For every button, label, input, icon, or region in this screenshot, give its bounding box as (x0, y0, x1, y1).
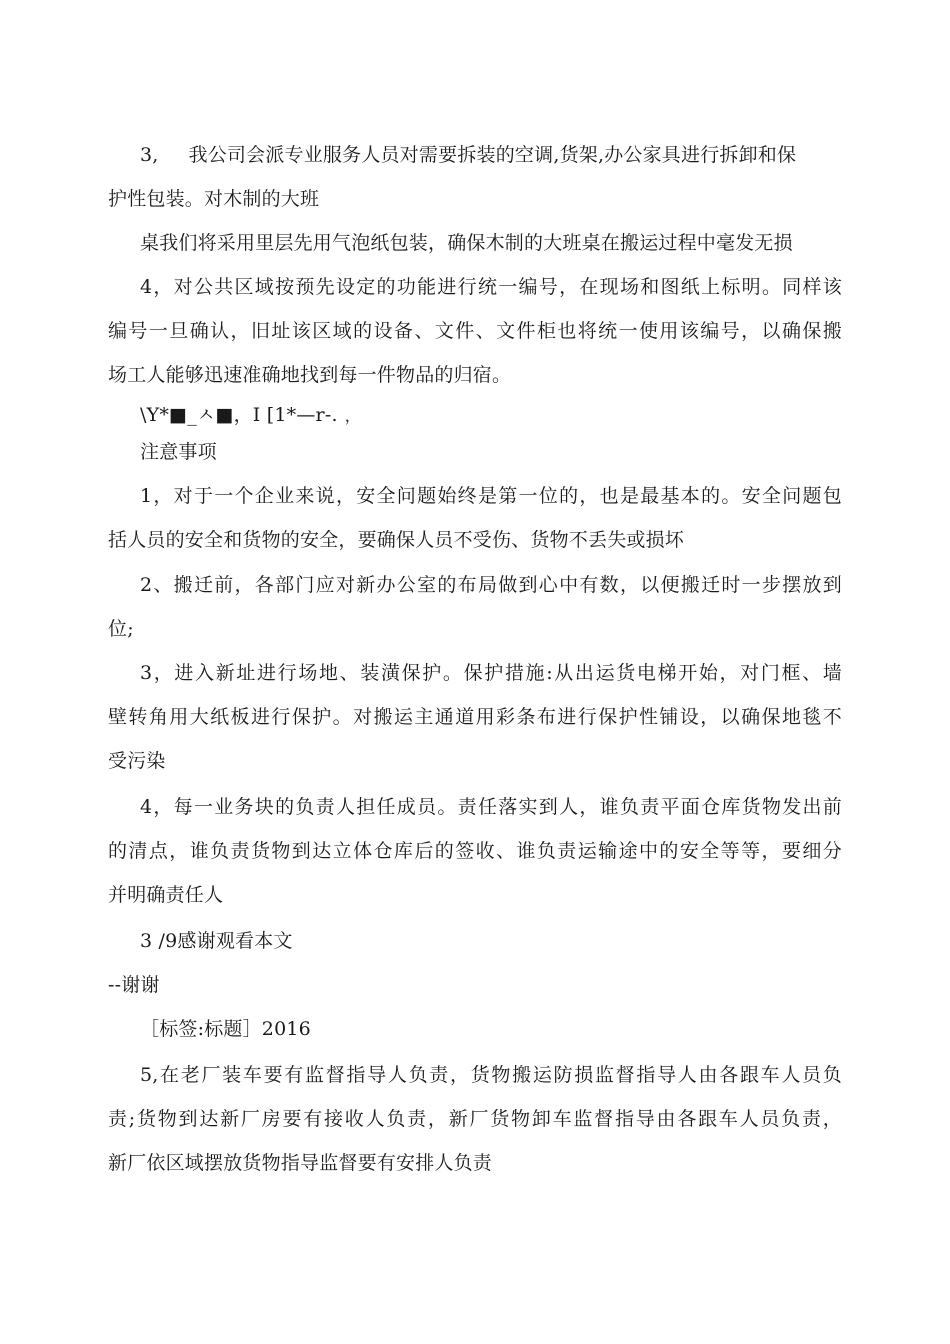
note-4-line-2: 的清点，谁负责货物到达立体仓库后的签收、谁负责运输途中的安全等等，要细分 (108, 840, 842, 862)
paragraph-3-line-1: 4，对公共区域按预先设定的功能进行统一编号，在现场和图纸上标明。同样该 (140, 276, 842, 298)
note-4-line-1: 4，每一业务块的负责人担任成员。责任落实到人，谁负责平面仓库货物发出前 (140, 796, 842, 818)
note-5-line-3: 新厂依区域摆放货物指导监督要有安排人负责 (108, 1152, 493, 1174)
note-5-line-2: 责;货物到达新厂房要有接收人负责，新厂货物卸车监督指导由各跟车人员负责， (108, 1108, 842, 1130)
paragraph-1-line-1 (140, 143, 796, 167)
thanks-text: --谢谢 (108, 974, 160, 996)
tags-line: ［标签:标题］2016 (140, 1018, 311, 1040)
note-4-line-3: 并明确责任人 (108, 884, 224, 906)
note-2-line-2: 位; (108, 618, 134, 640)
page-footer: 3 /9感谢观看本文 (140, 930, 293, 952)
section-heading: 注意事项 (140, 441, 217, 463)
paragraph-1-line-2: 护性包装。对木制的大班 (108, 188, 320, 210)
note-5-line-1: 5,在老厂装车要有监督指导人负责，货物搬运防损监督指导人由各跟车人员负 (140, 1064, 842, 1086)
paragraph-1-number: 3, (140, 144, 159, 166)
note-2-line-1: 2、搬迁前，各部门应对新办公室的布局做到心中有数，以便搬迁时一步摆放到 (140, 574, 842, 596)
note-3-line-3: 受污染 (108, 750, 166, 772)
note-3-line-1: 3，进入新址进行场地、装潢保护。保护措施:从出运货电梯开始，对门框、墙 (140, 662, 842, 684)
paragraph-3-line-3: 场工人能够迅速准确地找到每一件物品的归宿。 (108, 364, 512, 386)
paragraph-3-line-2: 编号一旦确认，旧址该区域的设备、文件、文件柜也将统一使用该编号，以确保搬 (108, 320, 842, 342)
paragraph-2-line-1: 桌我们将采用里层先用气泡纸包装，确保木制的大班桌在搬运过程中毫发无损 (140, 232, 793, 254)
note-1-line-1: 1，对于一个企业来说，安全问题始终是第一位的，也是最基本的。安全问题包 (140, 485, 842, 507)
garbled-text-line: \Y*■_ㅅ■，I [1*—r-.﹐ (140, 404, 357, 426)
paragraph-1-text: 我公司会派专业服务人员对需要拆装的空调,货架,办公家具进行拆卸和保 (188, 144, 797, 166)
note-3-line-2: 壁转角用大纸板进行保护。对搬运主通道用彩条布进行保护性铺设，以确保地毯不 (108, 706, 842, 728)
note-1-line-2: 括人员的安全和货物的安全，要确保人员不受伤、货物不丢失或损坏 (108, 529, 685, 551)
